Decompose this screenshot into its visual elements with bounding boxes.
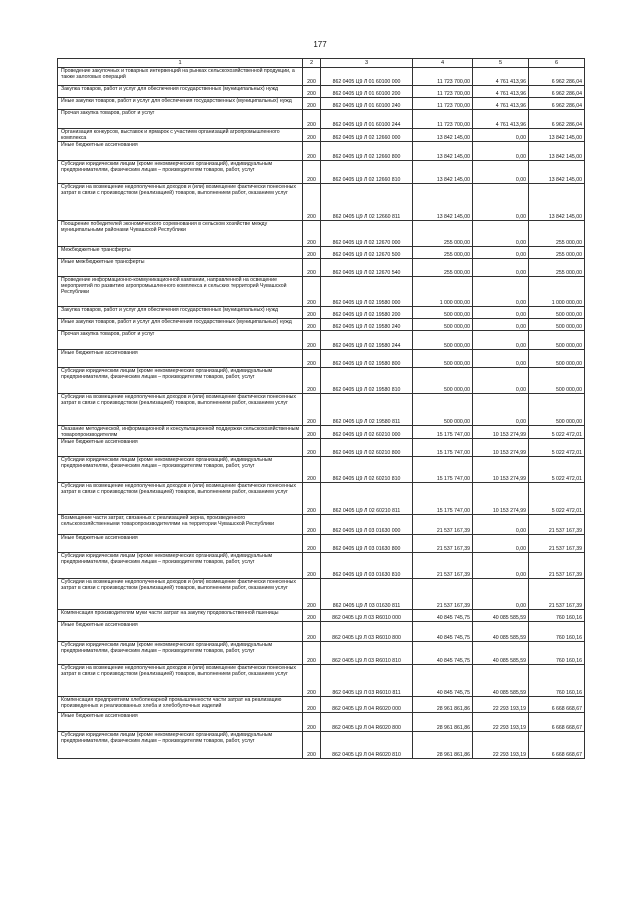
table-row: [58, 350, 585, 368]
row-name: Возмещение части затрат, связанных с реализацией зерна, произведенного сельскохозяйственными товаропроизводителями на территории Чувашской Республики: [58, 515, 303, 535]
approved-amount: 15 175 747,00: [413, 426, 473, 439]
table-row: [58, 457, 585, 483]
approved-amount: 500 000,00: [413, 307, 473, 319]
row-column-2: 200: [303, 129, 321, 142]
row-column-2: 200: [303, 665, 321, 697]
row-name: Закупка товаров, работ и услуг для обеспечения государственных (муниципальных) нужд: [58, 307, 303, 319]
approved-amount: 40 845 745,75: [413, 642, 473, 665]
table-row: [58, 732, 585, 759]
budget-code: 862 0405 Ц9 Л 02 60210 810: [321, 457, 413, 483]
unexecuted-amount: 1 000 000,00: [529, 277, 585, 307]
row-name: Субсидии на возмещение недополученных доходов и (или) возмещение фактически понесенных затрат в связи с производством (реализацией) товаров, выполнением работ, оказанием услуг: [58, 665, 303, 697]
approved-amount: 255 000,00: [413, 221, 473, 247]
header-cell: 5: [473, 59, 529, 68]
executed-amount: 0,00: [473, 307, 529, 319]
table-row: [58, 307, 585, 319]
executed-amount: 0,00: [473, 515, 529, 535]
unexecuted-amount: 760 160,16: [529, 622, 585, 642]
unexecuted-amount: 21 537 167,39: [529, 553, 585, 579]
unexecuted-amount: 5 022 472,01: [529, 483, 585, 515]
row-column-2: 200: [303, 483, 321, 515]
unexecuted-amount: 13 842 145,00: [529, 184, 585, 221]
unexecuted-amount: 5 022 472,01: [529, 439, 585, 457]
table-row: [58, 439, 585, 457]
row-column-2: 200: [303, 161, 321, 184]
unexecuted-amount: 255 000,00: [529, 221, 585, 247]
unexecuted-amount: 760 160,16: [529, 642, 585, 665]
unexecuted-amount: 21 537 167,39: [529, 515, 585, 535]
executed-amount: 0,00: [473, 161, 529, 184]
row-column-2: 200: [303, 277, 321, 307]
unexecuted-amount: 13 842 145,00: [529, 142, 585, 161]
executed-amount: 40 085 585,59: [473, 622, 529, 642]
approved-amount: 21 537 167,39: [413, 579, 473, 610]
budget-code: 862 0405 Ц9 Л 02 19580 244: [321, 331, 413, 350]
table-row: [58, 161, 585, 184]
budget-code: 862 0405 Ц9 Л 02 19580 200: [321, 307, 413, 319]
header-cell: 4: [413, 59, 473, 68]
unexecuted-amount: 500 000,00: [529, 368, 585, 394]
unexecuted-amount: 6 668 668,67: [529, 697, 585, 713]
row-name: Субсидии юридическим лицам (кроме некоммерческих организаций), индивидуальным предпринимателям, физическим лицам – производителям товаров, работ, услуг: [58, 368, 303, 394]
unexecuted-amount: 21 537 167,39: [529, 535, 585, 553]
executed-amount: 22 293 193,19: [473, 732, 529, 759]
row-name: Субсидии юридическим лицам (кроме некоммерческих организаций), индивидуальным предпринимателям, физическим лицам – производителям товаров, работ, услуг: [58, 161, 303, 184]
budget-code: 862 0405 Ц9 Л 02 12660 810: [321, 161, 413, 184]
unexecuted-amount: 500 000,00: [529, 394, 585, 426]
executed-amount: 0,00: [473, 553, 529, 579]
row-name: Проведение закупочных и товарных интервенций на рынках сельскохозяйственной продукции, а также залоговых операций: [58, 68, 303, 86]
table-row: [58, 86, 585, 98]
row-name: Иные межбюджетные трансферты: [58, 259, 303, 277]
executed-amount: 22 293 193,19: [473, 697, 529, 713]
approved-amount: 11 723 700,00: [413, 98, 473, 110]
row-column-2: 200: [303, 247, 321, 259]
budget-code: 862 0405 Ц9 Л 03 R6010 800: [321, 622, 413, 642]
executed-amount: 0,00: [473, 535, 529, 553]
row-name: Субсидии на возмещение недополученных доходов и (или) возмещение фактически понесенных затрат в связи с производством (реализацией) товаров, выполнением работ, оказанием услуг: [58, 483, 303, 515]
table-row: [58, 110, 585, 129]
unexecuted-amount: 6 962 286,04: [529, 110, 585, 129]
table-row: [58, 129, 585, 142]
row-column-2: 200: [303, 184, 321, 221]
table-row: [58, 483, 585, 515]
unexecuted-amount: 6 962 286,04: [529, 86, 585, 98]
approved-amount: 500 000,00: [413, 331, 473, 350]
approved-amount: 15 175 747,00: [413, 457, 473, 483]
row-column-2: 200: [303, 553, 321, 579]
executed-amount: 4 761 413,96: [473, 110, 529, 129]
budget-code: 862 0405 Ц9 Л 02 60210 800: [321, 439, 413, 457]
table-row: [58, 665, 585, 697]
approved-amount: 15 175 747,00: [413, 439, 473, 457]
table-row: [58, 642, 585, 665]
budget-code: 862 0405 Ц9 Л 02 19580 000: [321, 277, 413, 307]
approved-amount: 11 723 700,00: [413, 86, 473, 98]
approved-amount: 255 000,00: [413, 259, 473, 277]
executed-amount: 0,00: [473, 247, 529, 259]
executed-amount: 0,00: [473, 142, 529, 161]
approved-amount: 13 842 145,00: [413, 161, 473, 184]
approved-amount: 11 723 700,00: [413, 68, 473, 86]
header-cell: 3: [321, 59, 413, 68]
unexecuted-amount: 5 022 472,01: [529, 426, 585, 439]
unexecuted-amount: 6 668 668,67: [529, 732, 585, 759]
table-row: [58, 184, 585, 221]
table-row: [58, 68, 585, 86]
budget-code: 862 0405 Ц9 Л 03 01630 810: [321, 553, 413, 579]
row-name: Субсидии на возмещение недополученных доходов и (или) возмещение фактически понесенных затрат в связи с производством (реализацией) товаров, выполнением работ, оказанием услуг: [58, 184, 303, 221]
header-row: [58, 59, 585, 68]
approved-amount: 21 537 167,39: [413, 553, 473, 579]
budget-code: 862 0405 Ц9 Л 03 R6010 811: [321, 665, 413, 697]
unexecuted-amount: 13 842 145,00: [529, 129, 585, 142]
row-column-2: 200: [303, 515, 321, 535]
row-column-2: 200: [303, 697, 321, 713]
row-name: Субсидии юридическим лицам (кроме некоммерческих организаций), индивидуальным предпринимателям, физическим лицам – производителям товаров, работ, услуг: [58, 642, 303, 665]
executed-amount: 10 153 274,99: [473, 457, 529, 483]
table-row: [58, 426, 585, 439]
row-name: Организация конкурсов, выставок и ярмарок с участием организаций агропромышленного комплекса: [58, 129, 303, 142]
row-name: Субсидии юридическим лицам (кроме некоммерческих организаций), индивидуальным предпринимателям, физическим лицам – производителям товаров, работ, услуг: [58, 732, 303, 759]
executed-amount: 0,00: [473, 277, 529, 307]
row-name: Проведение информационно-коммуникационной кампании, направленной на освещение мероприятий по развитию агропромышленного комплекса и сельских территорий Чувашской Республики: [58, 277, 303, 307]
row-name: Субсидии на возмещение недополученных доходов и (или) возмещение фактически понесенных затрат в связи с производством (реализацией) товаров, выполнением работ, оказанием услуг: [58, 394, 303, 426]
row-column-2: 200: [303, 221, 321, 247]
row-name: Оказание методической, информационной и консультационной поддержки сельскохозяйственным товаропроизводителям: [58, 426, 303, 439]
row-column-2: 200: [303, 439, 321, 457]
unexecuted-amount: 255 000,00: [529, 259, 585, 277]
budget-code: 862 0405 Ц9 Л 02 19580 800: [321, 350, 413, 368]
executed-amount: 0,00: [473, 579, 529, 610]
executed-amount: 0,00: [473, 350, 529, 368]
row-column-2: 200: [303, 110, 321, 129]
table-row: [58, 713, 585, 732]
table-row: [58, 368, 585, 394]
approved-amount: 11 723 700,00: [413, 110, 473, 129]
approved-amount: 255 000,00: [413, 247, 473, 259]
executed-amount: 0,00: [473, 394, 529, 426]
unexecuted-amount: 5 022 472,01: [529, 457, 585, 483]
executed-amount: 4 761 413,96: [473, 98, 529, 110]
budget-code: 862 0405 Ц9 Л 03 01630 000: [321, 515, 413, 535]
table-row: [58, 622, 585, 642]
approved-amount: 28 961 861,86: [413, 732, 473, 759]
approved-amount: 15 175 747,00: [413, 483, 473, 515]
row-column-2: 200: [303, 713, 321, 732]
budget-code: 862 0405 Ц9 Л 01 60100 000: [321, 68, 413, 86]
table-row: [58, 331, 585, 350]
row-column-2: 200: [303, 368, 321, 394]
table-row: [58, 142, 585, 161]
executed-amount: 0,00: [473, 221, 529, 247]
table-row: [58, 98, 585, 110]
row-name: Иные бюджетные ассигнования: [58, 535, 303, 553]
unexecuted-amount: 13 842 145,00: [529, 161, 585, 184]
executed-amount: 0,00: [473, 331, 529, 350]
row-name: Иные бюджетные ассигнования: [58, 622, 303, 642]
approved-amount: 1 000 000,00: [413, 277, 473, 307]
budget-code: 862 0405 Ц9 Л 03 R6010 000: [321, 610, 413, 622]
budget-code: 862 0405 Ц9 Л 02 19580 811: [321, 394, 413, 426]
budget-table: [57, 58, 585, 759]
row-name: Компенсация предприятиям хлебопекарной промышленности части затрат на реализацию произведенных и реализованных хлеба и хлебобулочных изделий: [58, 697, 303, 713]
row-column-2: 200: [303, 319, 321, 331]
row-column-2: 200: [303, 259, 321, 277]
unexecuted-amount: 6 962 286,04: [529, 68, 585, 86]
executed-amount: 40 085 585,59: [473, 665, 529, 697]
table-row: [58, 259, 585, 277]
budget-code: 862 0405 Ц9 Л 04 R6020 000: [321, 697, 413, 713]
executed-amount: 40 085 585,59: [473, 642, 529, 665]
row-column-2: 200: [303, 426, 321, 439]
budget-code: 862 0405 Ц9 Л 02 12660 000: [321, 129, 413, 142]
row-column-2: 200: [303, 732, 321, 759]
row-name: Поощрение победителей экономического соревнования в сельском хозяйстве между муниципальными районами Чувашской Республики: [58, 221, 303, 247]
row-name: Иные закупки товаров, работ и услуг для обеспечения государственных (муниципальных) нужд: [58, 319, 303, 331]
header-cell: 6: [529, 59, 585, 68]
budget-code: 862 0405 Ц9 Л 03 01630 811: [321, 579, 413, 610]
table-row: [58, 247, 585, 259]
table-row: [58, 277, 585, 307]
executed-amount: 0,00: [473, 259, 529, 277]
budget-code: 862 0405 Ц9 Л 02 12670 540: [321, 259, 413, 277]
executed-amount: 0,00: [473, 129, 529, 142]
budget-code: 862 0405 Ц9 Л 01 60100 244: [321, 110, 413, 129]
table-row: [58, 579, 585, 610]
approved-amount: 21 537 167,39: [413, 535, 473, 553]
row-name: Иные бюджетные ассигнования: [58, 713, 303, 732]
unexecuted-amount: 760 160,16: [529, 665, 585, 697]
row-column-2: 200: [303, 98, 321, 110]
budget-code: 862 0405 Ц9 Л 02 12670 000: [321, 221, 413, 247]
approved-amount: 500 000,00: [413, 319, 473, 331]
budget-code: 862 0405 Ц9 Л 02 19580 810: [321, 368, 413, 394]
row-column-2: 200: [303, 610, 321, 622]
approved-amount: 500 000,00: [413, 394, 473, 426]
row-name: Иные бюджетные ассигнования: [58, 142, 303, 161]
executed-amount: 10 153 274,99: [473, 439, 529, 457]
unexecuted-amount: 500 000,00: [529, 331, 585, 350]
page-number: 177: [313, 40, 327, 49]
budget-code: 862 0405 Ц9 Л 02 12670 500: [321, 247, 413, 259]
executed-amount: 4 761 413,96: [473, 86, 529, 98]
approved-amount: 500 000,00: [413, 350, 473, 368]
table-row: [58, 221, 585, 247]
row-name: Иные закупки товаров, работ и услуг для обеспечения государственных (муниципальных) нужд: [58, 98, 303, 110]
row-column-2: 200: [303, 86, 321, 98]
approved-amount: 21 537 167,39: [413, 515, 473, 535]
unexecuted-amount: 21 537 167,39: [529, 579, 585, 610]
unexecuted-amount: 760 160,16: [529, 610, 585, 622]
approved-amount: 13 842 145,00: [413, 129, 473, 142]
budget-code: 862 0405 Ц9 Л 01 60100 200: [321, 86, 413, 98]
approved-amount: 500 000,00: [413, 368, 473, 394]
unexecuted-amount: 500 000,00: [529, 307, 585, 319]
executed-amount: 10 153 274,99: [473, 483, 529, 515]
row-column-2: 200: [303, 579, 321, 610]
row-name: Прочая закупка товаров, работ и услуг: [58, 331, 303, 350]
executed-amount: 10 153 274,99: [473, 426, 529, 439]
executed-amount: 0,00: [473, 319, 529, 331]
table-row: [58, 553, 585, 579]
budget-code: 862 0405 Ц9 Л 04 R6020 810: [321, 732, 413, 759]
row-column-2: 200: [303, 68, 321, 86]
unexecuted-amount: 6 962 286,04: [529, 98, 585, 110]
row-name: Иные бюджетные ассигнования: [58, 439, 303, 457]
table-row: [58, 319, 585, 331]
row-column-2: 200: [303, 642, 321, 665]
budget-code: 862 0405 Ц9 Л 03 01630 800: [321, 535, 413, 553]
row-column-2: 200: [303, 331, 321, 350]
header-cell: 1: [58, 59, 303, 68]
approved-amount: 13 842 145,00: [413, 142, 473, 161]
executed-amount: 40 085 585,59: [473, 610, 529, 622]
table-row: [58, 535, 585, 553]
approved-amount: 28 961 861,86: [413, 697, 473, 713]
row-name: Субсидии юридическим лицам (кроме некоммерческих организаций), индивидуальным предпринимателям, физическим лицам – производителям товаров, работ, услуг: [58, 457, 303, 483]
unexecuted-amount: 255 000,00: [529, 247, 585, 259]
row-name: Межбюджетные трансферты: [58, 247, 303, 259]
executed-amount: 0,00: [473, 368, 529, 394]
row-column-2: 200: [303, 307, 321, 319]
row-column-2: 200: [303, 350, 321, 368]
approved-amount: 40 845 745,75: [413, 610, 473, 622]
row-column-2: 200: [303, 394, 321, 426]
row-column-2: 200: [303, 622, 321, 642]
table-row: [58, 515, 585, 535]
budget-code: 862 0405 Ц9 Л 02 60210 000: [321, 426, 413, 439]
budget-code: 862 0405 Ц9 Л 03 R6010 810: [321, 642, 413, 665]
budget-code: 862 0405 Ц9 Л 04 R6020 800: [321, 713, 413, 732]
row-name: Прочая закупка товаров, работ и услуг: [58, 110, 303, 129]
table-row: [58, 610, 585, 622]
approved-amount: 28 961 861,86: [413, 713, 473, 732]
table-row: [58, 394, 585, 426]
executed-amount: 4 761 413,96: [473, 68, 529, 86]
row-column-2: 200: [303, 142, 321, 161]
table-row: [58, 697, 585, 713]
approved-amount: 40 845 745,75: [413, 665, 473, 697]
budget-code: 862 0405 Ц9 Л 02 60210 811: [321, 483, 413, 515]
budget-code: 862 0405 Ц9 Л 02 12660 800: [321, 142, 413, 161]
row-column-2: 200: [303, 535, 321, 553]
approved-amount: 40 845 745,75: [413, 622, 473, 642]
row-name: Закупка товаров, работ и услуг для обеспечения государственных (муниципальных) нужд: [58, 86, 303, 98]
budget-code: 862 0405 Ц9 Л 02 19580 240: [321, 319, 413, 331]
unexecuted-amount: 500 000,00: [529, 350, 585, 368]
row-name: Субсидии юридическим лицам (кроме некоммерческих организаций), индивидуальным предпринимателям, физическим лицам – производителям товаров, работ, услуг: [58, 553, 303, 579]
executed-amount: 22 293 193,19: [473, 713, 529, 732]
row-name: Субсидии на возмещение недополученных доходов и (или) возмещение фактически понесенных затрат в связи с производством (реализацией) товаров, выполнением работ, оказанием услуг: [58, 579, 303, 610]
row-column-2: 200: [303, 457, 321, 483]
approved-amount: 13 842 145,00: [413, 184, 473, 221]
unexecuted-amount: 6 668 668,67: [529, 713, 585, 732]
executed-amount: 0,00: [473, 184, 529, 221]
budget-code: 862 0405 Ц9 Л 02 12660 811: [321, 184, 413, 221]
unexecuted-amount: 500 000,00: [529, 319, 585, 331]
budget-code: 862 0405 Ц9 Л 01 60100 240: [321, 98, 413, 110]
row-name: Иные бюджетные ассигнования: [58, 350, 303, 368]
row-name: Компенсация производителям муки части затрат на закупку продовольственной пшеницы: [58, 610, 303, 622]
header-cell: 2: [303, 59, 321, 68]
